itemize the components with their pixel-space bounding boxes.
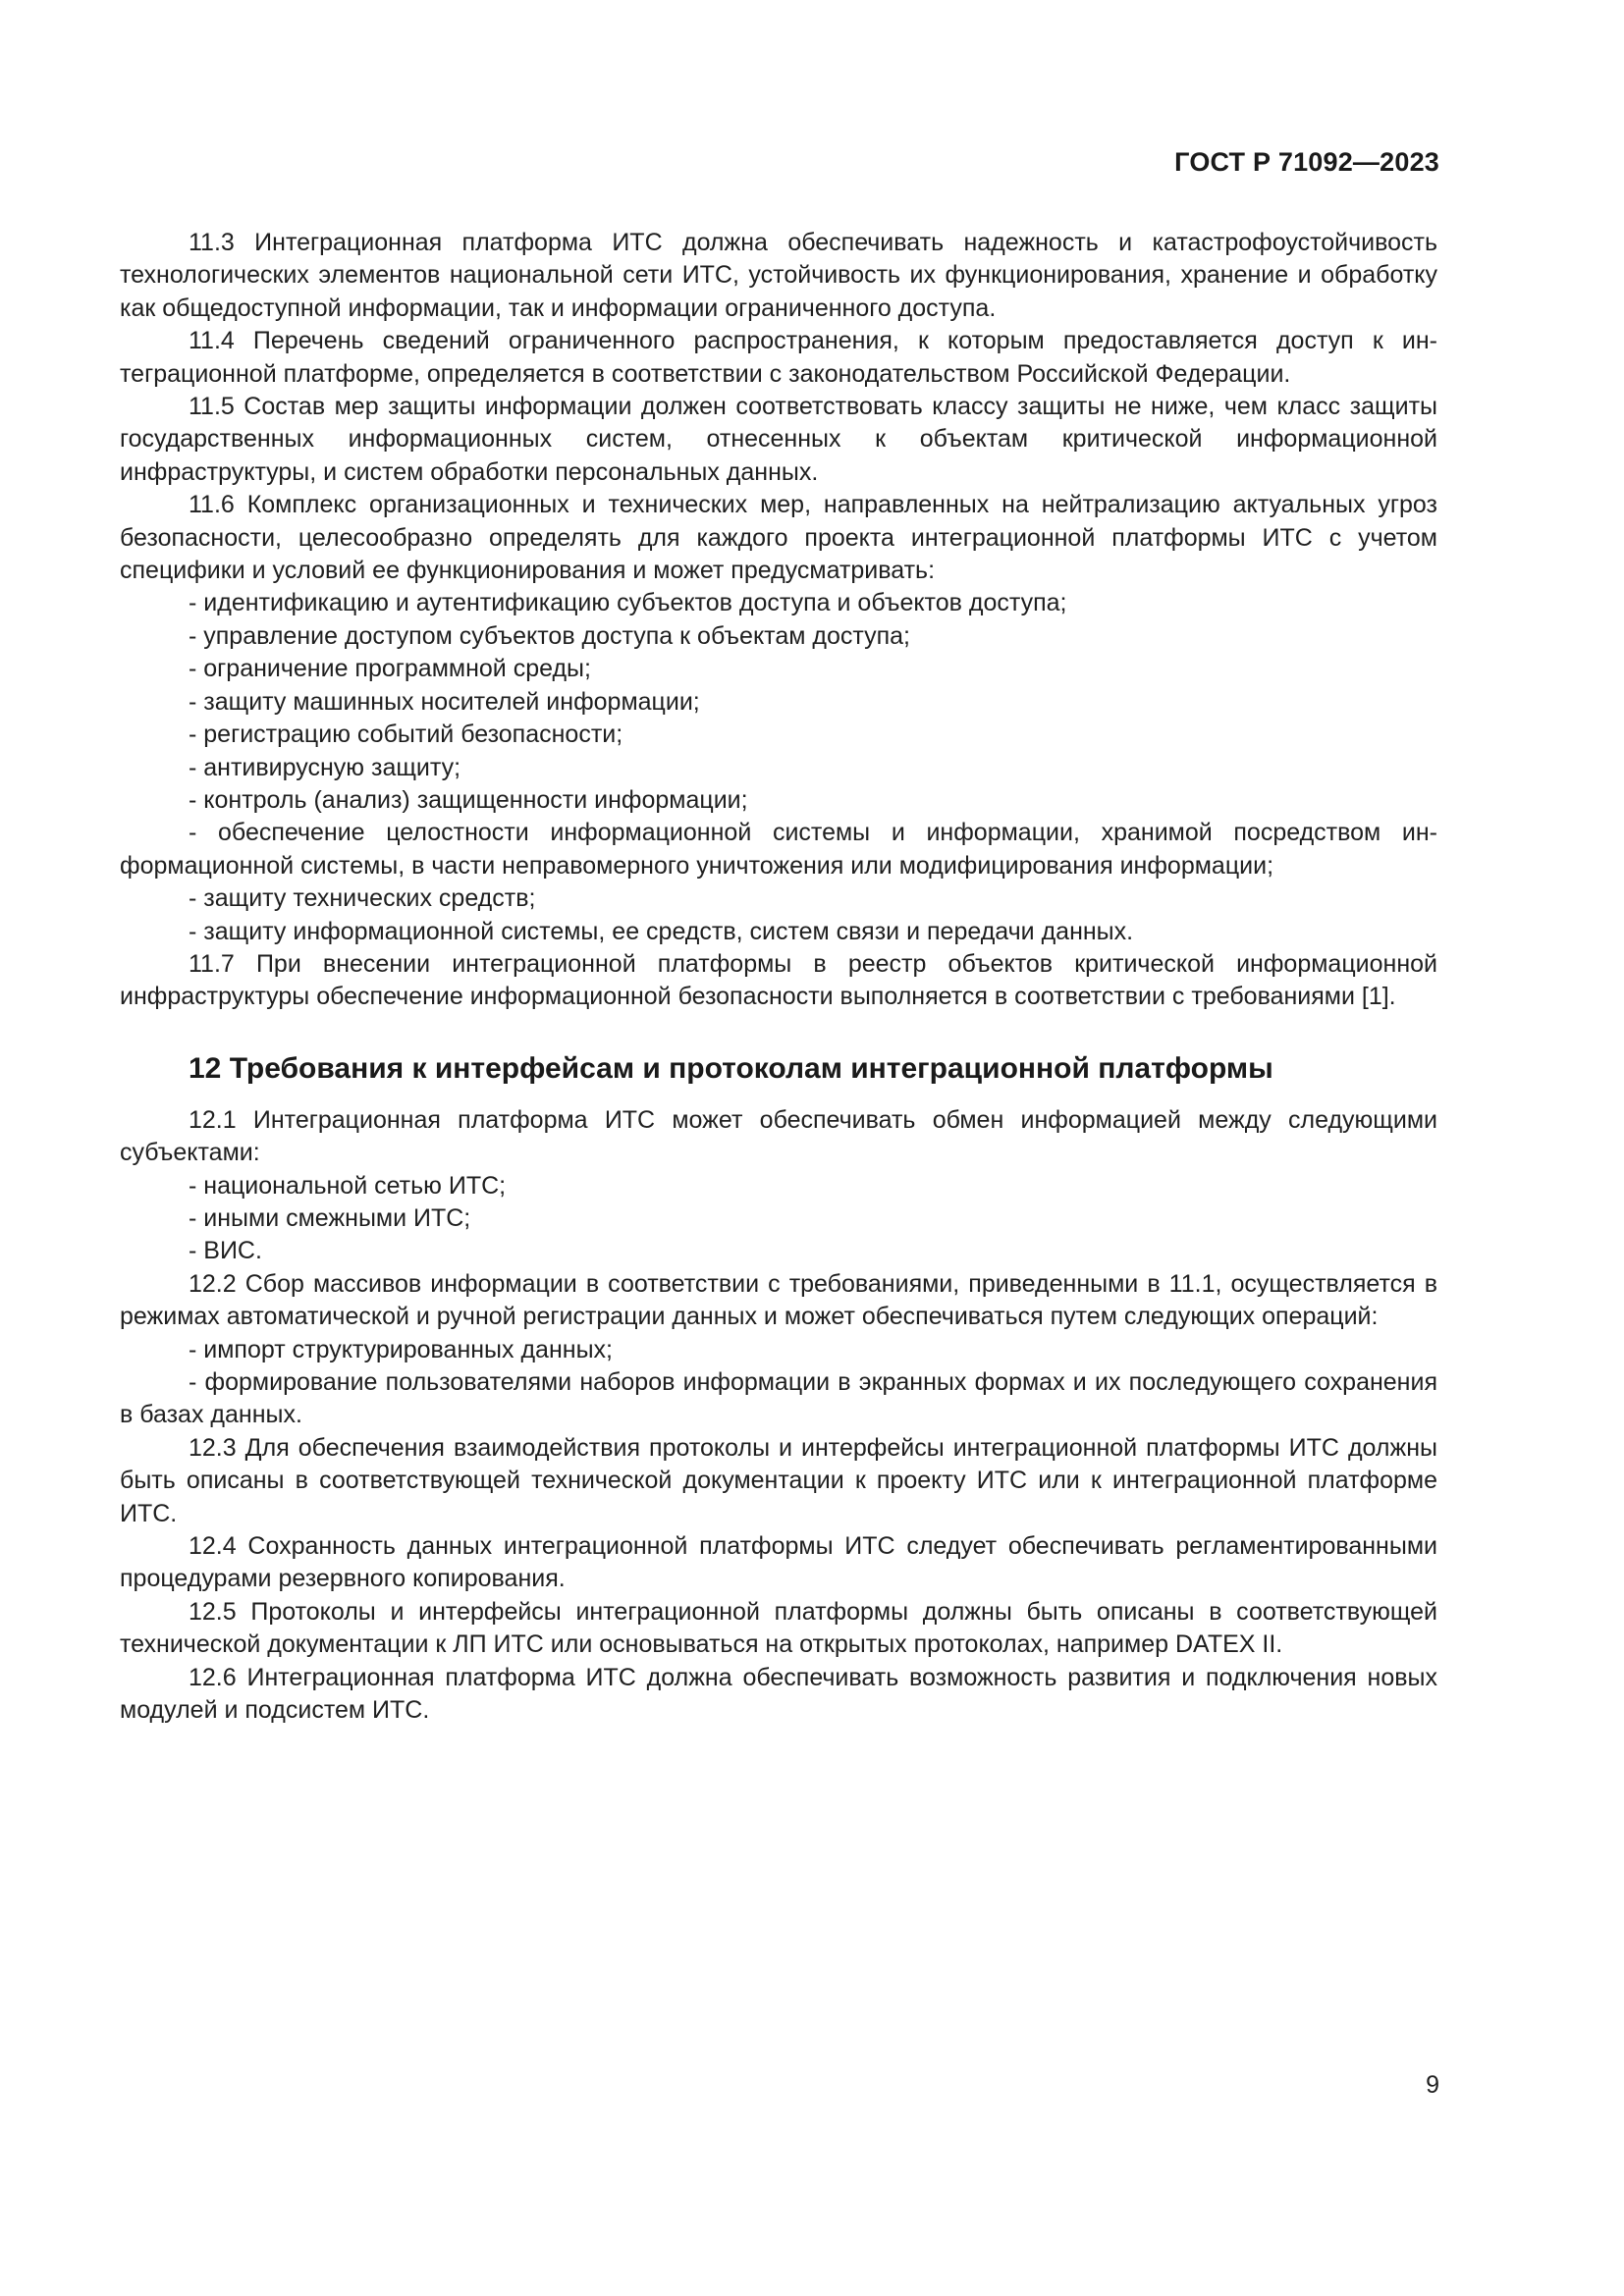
list-item: - защиту технических средств; [189, 884, 536, 913]
paragraph-11-7: 11.7 При внесении интеграционной платформы в реестр объектов критической информационной инфраструктуры обеспечение информационной безопасности выполняется в соответствии с требованиями [1]. [120, 949, 1437, 1011]
list-item: - обеспечение целостности информационной системы и информации, хранимой посредством информационной системы, в части неправомерного уничтожения или модифицирования информации; [120, 819, 1437, 880]
list-item: - контроль (анализ) защищенности информации; [189, 785, 748, 814]
list-item: - защиту информационной системы, ее средств, систем связи и передачи данных. [189, 917, 1134, 945]
list-item: - ограничение программной среды; [189, 655, 591, 683]
list-item: - иными смежными ИТС; [189, 1203, 471, 1232]
list-item: - ВИС. [189, 1237, 262, 1265]
paragraph-11-5: 11.5 Состав мер защиты информации должен соответствовать классу защиты не ниже, чем класс защиты государственных информационных систем, отнесенных к объектам критической информационной инфраструктуры, и систем обработки персональных данных. [120, 393, 1437, 486]
list-item: - защиту машинных носителей информации; [189, 687, 700, 716]
paragraph-12-2: 12.2 Сбор массивов информации в соответствии с требованиями, приведенными в 11.1, осуществляется в режимах автоматической и ручной регистрации данных и может обеспечиваться путем следующих операций: [120, 1269, 1437, 1331]
paragraph-11-3: 11.3 Интеграционная платформа ИТС должна обеспечивать надежность и катастрофоустойчивость технологических элементов национальной сети ИТС, устойчивость их функционирования, хранение и обработку как общедоступной информации, так и информации ограниченного доступа. [120, 229, 1437, 322]
list-12-2 [120, 1334, 1437, 1432]
paragraph-11-6: 11.6 Комплекс организационных и технических мер, направленных на нейтрализацию актуальных угроз безопасности, целесообразно определять для каждого проекта интеграционной платформы ИТС с учетом специфики и условий ее функционирования и может предусматривать: [120, 491, 1437, 585]
list-item: - формирование пользователями наборов информации в экранных формах и их последующего сохранения в базах данных. [120, 1368, 1437, 1429]
list-item: - регистрацию событий безопасности; [189, 721, 623, 749]
paragraph-12-4: 12.4 Сохранность данных интеграционной платформы ИТС следует обеспечивать регламентированными процедурами резервного копирования. [120, 1532, 1437, 1593]
paragraph-12-5: 12.5 Протоколы и интерфейсы интеграционной платформы должны быть описаны в соответствующей технической документации к ЛП ИТС или основываться на открытых протоколах, например DATEX II. [120, 1597, 1437, 1659]
paragraph-11-4: 11.4 Перечень сведений ограниченного распространения, к которым предоставляется доступ к интеграционной платформе, определяется в соответствии с законодательством Российской Федерации. [120, 327, 1437, 388]
list-item: - национальной сетью ИТС; [189, 1171, 507, 1200]
list-12-1 [120, 1170, 1437, 1268]
document-code: ГОСТ Р 71092—2023 [1174, 147, 1439, 177]
list-item: - идентификацию и аутентификацию субъектов доступа и объектов доступа; [189, 589, 1067, 617]
list-11-6 [120, 587, 1437, 947]
page-number: 9 [1426, 2071, 1439, 2099]
list-item: - антивирусную защиту; [189, 753, 461, 781]
paragraph-12-1: 12.1 Интеграционная платформа ИТС может обеспечивать обмен информацией между следующими субъектами: [120, 1105, 1437, 1167]
paragraph-12-6: 12.6 Интеграционная платформа ИТС должна обеспечивать возможность развития и подключения новых модулей и подсистем ИТС. [120, 1663, 1437, 1725]
paragraph-12-3: 12.3 Для обеспечения взаимодействия протоколы и интерфейсы интеграционной платформы ИТС должны быть описаны в соответствующей технической документации к проекту ИТС или к интеграционной платформе ИТС. [120, 1433, 1437, 1527]
list-item: - управление доступом субъектов доступа к объектам доступа; [189, 621, 910, 650]
section-heading-12: 12 Требования к интерфейсам и протоколам интеграционной платформы [189, 1051, 1273, 1085]
document-body [120, 227, 1437, 1727]
list-item: - импорт структурированных данных; [189, 1335, 613, 1363]
